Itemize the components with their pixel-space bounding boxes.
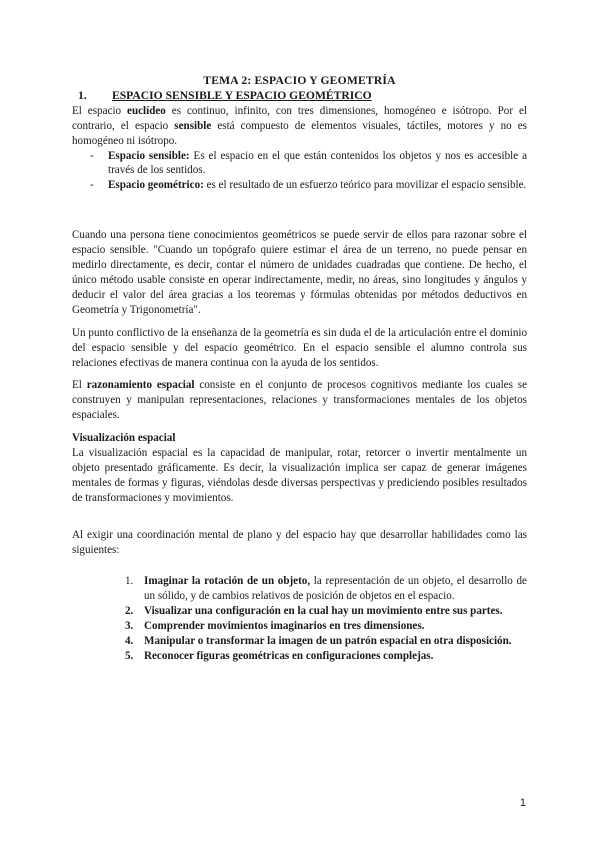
topografo-paragraph: Cuando una persona tiene conocimientos geométricos se puede servir de ellos para razonar sobre el espacio sensible. "Cuando un topógrafo quiere estimar el área de un terreno, no puede pensar en medirlo directamente, es decir, contar el número de unidades cuadradas que contiene. De hecho, el único método usable consiste en operar indirectamente, medir, no áreas, sino longitudes y ángulos y deducir el valor del área gracias a los teoremas y fórmulas obtenidas por métodos deductivos en Geometría y Trigonometría". (72, 229, 527, 316)
term-razonamiento: razonamiento espacial (86, 379, 195, 392)
list-item: 4. Manipular o transformar la imagen de un patrón espacial en otra disposición. (125, 635, 512, 648)
conflicto-paragraph: Un punto conflictivo de la enseñanza de la geometría es sin duda el de la articulación entre el dominio del espacio sensible y del espacio geométrico. En el espacio sensible el alumno controla sus relaciones efectivas de manera continua con la ayuda de los sentidos. (72, 326, 527, 369)
document-page (72, 74, 527, 664)
page-title: TEMA 2: ESPACIO Y GEOMETRÍA (203, 74, 396, 87)
list-item: 1. Imaginar la rotación de un objeto, la representación de un objeto, el desarrollo de un sólido, y de cambios relativos de posición de objetos en el espacio. (125, 575, 527, 603)
section-heading (72, 89, 527, 104)
definition-list (72, 149, 527, 194)
term-euclideo: euclídeo (127, 104, 166, 117)
visualizacion-paragraph: La visualización espacial es la capacidad de manipular, rotar, retorcer o invertir mentalmente un objeto presentado gráficamente. Es decir, la visualización implica ser capaz de generar imágenes mentales de formas y figuras, viéndolas desde diversas perspectivas y prediciendo posibles resultados de transformaciones y movimientos. (72, 447, 527, 504)
list-item: 3. Comprender movimientos imaginarios en tres dimensiones. (125, 620, 425, 633)
section-title: ESPACIO SENSIBLE Y ESPACIO GEOMÉTRICO (112, 88, 372, 102)
list-item: 2. Visualizar una configuración en la cual hay un movimiento entre sus partes. (125, 605, 503, 618)
intro-paragraph: El espacio euclídeo es continuo, infinito, con tres dimensiones, homogéneo e isótropo. Por el contrario, el espacio sensible está compuesto de elementos visuales, táctiles, motores y no es homogéneo ni isótropo. (72, 104, 527, 147)
page-number: 1 (519, 797, 526, 809)
list-item: 5. Reconocer figuras geométricas en configuraciones complejas. (125, 650, 434, 662)
razonamiento-paragraph: El razonamiento espacial consiste en el conjunto de procesos cognitivos mediante los cuales se construyen y manipulan representaciones, relaciones y transformaciones mentales de los objetos espaciales. (72, 379, 527, 422)
list-item: - Espacio sensible: Es el espacio en el que están contenidos los objetos y nos es accesible a través de los sentidos. (90, 149, 527, 177)
habilidades-paragraph: Al exigir una coordinación mental de plano y del espacio hay que desarrollar habilidades como las siguientes: (72, 528, 527, 556)
list-item: - Espacio geométrico: es el resultado de un esfuerzo teórico para movilizar el espacio sensible. (90, 179, 527, 192)
skills-list (72, 574, 527, 663)
term-sensible: sensible (174, 119, 212, 132)
section-number: 1. (78, 88, 87, 102)
subheading-visualizacion: Visualización espacial (72, 432, 176, 445)
